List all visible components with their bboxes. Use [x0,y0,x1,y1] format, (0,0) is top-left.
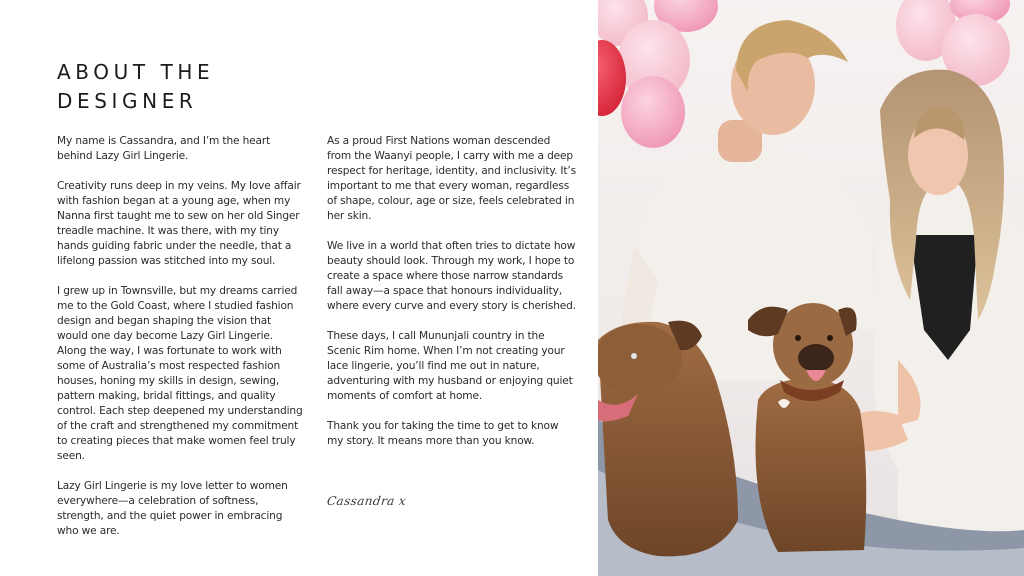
paragraph-creativity: Creativity runs deep in my veins. My love affair with fashion began at a young age, when my Nanna first taught me to sew on her old Singer treadle machine. It was there, with my tiny hands guiding fabric under the needle, that a lifelong passion was stitched into my soul. [57,180,301,267]
photo-illustration [598,0,1024,576]
paragraph-home: These days, I call Mununjali country in the Scenic Rim home. When I’m not creating your lace lingerie, you’ll find me out in nature, adventuring with my husband or enjoying quiet moments of comfort at home. [327,330,573,402]
paragraph-love-letter: Lazy Girl Lingerie is my love letter to women everywhere—a celebration of softness, strength, and the quiet power in embracing who we are. [57,480,288,537]
left-text-column [57,134,303,554]
paragraph-thanks: Thank you for taking the time to get to know my story. It means more than you know. [327,420,559,447]
paragraph-beauty: We live in a world that often tries to dictate how beauty should look. Through my work, I hope to create a space where those narrow standards fall away—a space that honours individuality, where every curve and every story is cherished. [327,240,576,312]
paragraph-career: I grew up in Townsville, but my dreams carried me to the Gold Coast, where I studied fashion design and began shaping the vision that would one day become Lazy Girl Lingerie. Along the way, I was fortunate to work with some of Australia’s most respected fashion houses, honing my skills in design, sewing, pattern making, bridal fittings, and quality control. Each step deepened my understanding of the craft and strengthened my commitment to creating pieces that make women feel truly seen. [57,285,303,462]
designer-photo [598,0,1024,576]
title-line-2: DESIGNER [57,89,198,113]
signature: Cassandra x [326,494,408,508]
balloons-left [598,0,718,148]
paragraph-intro: My name is Cassandra, and I’m the heart behind Lazy Girl Lingerie. [57,135,271,162]
paragraph-heritage: As a proud First Nations woman descended from the Waanyi people, I carry with me a deep respect for heritage, identity, and inclusivity. It’s important to me that every woman, regardless of shape, colour, age or size, feels celebrated in her skin. [327,135,576,222]
page-title [57,58,317,116]
title-line-1: ABOUT THE [57,60,215,84]
right-text-column [327,134,577,464]
